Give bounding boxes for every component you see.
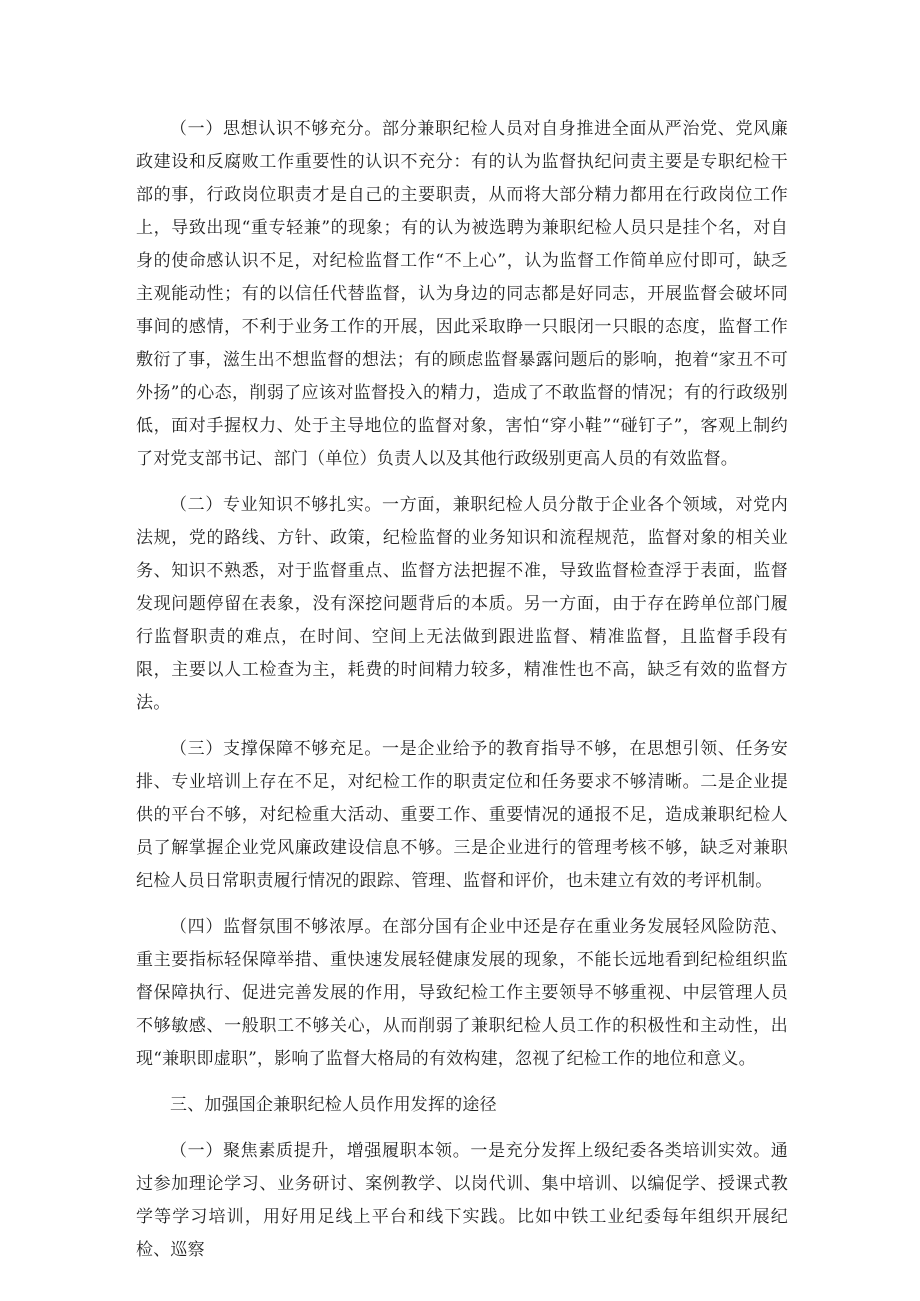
- paragraph-ideological-awareness: （一）思想认识不够充分。部分兼职纪检人员对自身推进全面从严治党、党风廉政建设和反腐败工作重要性的认识不充分：有的认为监督执纪问责主要是专职纪检干部的事，行政岗位职责才是自己的主要职责，从而将大部分精力都用在行政岗位工作上，导致出现“重专轻兼”的现象；有的认为被选聘为兼职纪检人员只是挂个名，对自身的使命感认识不足，对纪检监督工作“不上心”，认为监督工作简单应付即可，缺乏主观能动性；有的以信任代替监督，认为身边的同志都是好同志，开展监督会破坏同事间的感情，不利于业务工作的开展，因此采取睁一只眼闭一只眼的态度，监督工作敷衍了事，滋生出不想监督的想法；有的顾虑监督暴露问题后的影响，抱着“家丑不可外扬”的心态，削弱了应该对监督投入的精力，造成了不敢监督的情况；有的行政级别低，面对手握权力、处于主导地位的监督对象，害怕“穿小鞋”“碰钉子”，客观上制约了对党支部书记、部门（单位）负责人以及其他行政级别更高人员的有效监督。: [136, 119, 788, 469]
- paragraph-professional-knowledge: （二）专业知识不够扎实。一方面，兼职纪检人员分散于企业各个领域，对党内法规，党的路线、方针、政策，纪检监督的业务知识和流程规范，监督对象的相关业务、知识不熟悉，对于监督重点、监督方法把握不准，导致监督检查浮于表面，监督发现问题停留在表象，没有深挖问题背后的本质。另一方面，由于存在跨单位部门履行监督职责的难点，在时间、空间上无法做到跟进监督、精准监督，且监督手段有限，主要以人工检查为主，耗费的时间精力较多，精准性也不高，缺乏有效的监督方法。: [136, 495, 788, 713]
- document-body: [136, 113, 788, 1280]
- paragraph-supervision-atmosphere: （四）监督氛围不够浓厚。在部分国有企业中还是存在重业务发展轻风险防范、重主要指标轻保障举措、重快速发展轻健康发展的现象，不能长远地看到纪检组织监督保障执行、促进完善发展的作用，导致纪检工作主要领导不够重视、中层管理人员不够敏感、一般职工不够关心，从而削弱了兼职纪检人员工作的积极性和主动性，出现“兼职即虚职”，影响了监督大格局的有效构建，忽视了纪检工作的地位和意义。: [136, 917, 788, 1069]
- paragraph-quality-improvement: （一）聚焦素质提升，增强履职本领。一是充分发挥上级纪委各类培训实效。通过参加理论学习、业务研讨、案例教学、以岗代训、集中培训、以编促学、授课式教学等学习培训，用好用足线上平台和线下实践。比如中铁工业纪委每年组织开展纪检、巡察: [136, 1141, 788, 1260]
- paragraph-support-guarantee: （三）支撑保障不够充足。一是企业给予的教育指导不够，在思想引领、任务安排、专业培训上存在不足，对纪检工作的职责定位和任务要求不够清晰。二是企业提供的平台不够，对纪检重大活动、重要工作、重要情况的通报不足，造成兼职纪检人员了解掌握企业党风廉政建设信息不够。三是企业进行的管理考核不够，缺乏对兼职纪检人员日常职责履行情况的跟踪、管理、监督和评价，也未建立有效的考评机制。: [136, 739, 788, 891]
- section-heading: 三、加强国企兼职纪检人员作用发挥的途径: [170, 1095, 497, 1115]
